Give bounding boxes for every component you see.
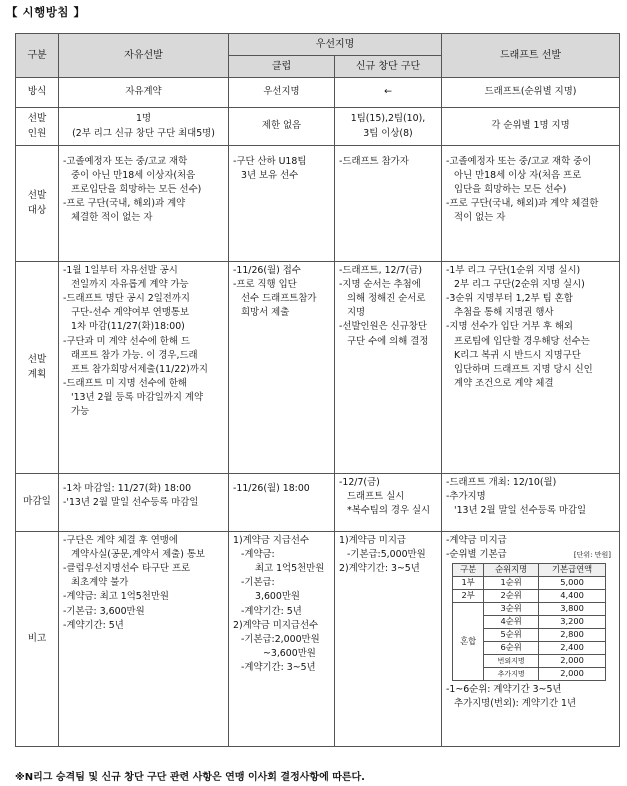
deadline-draft: -드래프트 개최: 12/10(월) -추가지명 '13년 2월 말일 선수등록 마감일: [442, 474, 620, 532]
row-label-deadline: 마감일: [16, 474, 59, 532]
row-label-remarks: 비고: [16, 532, 59, 747]
row-label-count: 선발 인원: [16, 108, 59, 146]
salary-header-group: 구분: [453, 564, 484, 577]
section-title: 【 시행방침 】: [6, 5, 86, 19]
plan-club: -11/26(월) 접수 -프로 직행 입단 선수 드래프트참가 희망서 제출: [229, 262, 335, 474]
salary-row: 번외지명 2,000: [453, 655, 606, 668]
salary-row: 혼합 3순위 3,800: [453, 603, 606, 616]
header-draft-selection: 드래프트 선발: [442, 34, 620, 78]
row-method: [16, 78, 620, 108]
method-draft: 드래프트(순위별 지명): [442, 78, 620, 108]
row-remarks: [16, 532, 620, 747]
remarks-new: 1)계약금 미지급 -기본급:5,000만원 2)계약기간: 3~5년: [335, 532, 442, 747]
policy-table: [15, 33, 620, 747]
salary-group-mixed: 혼합: [453, 603, 484, 681]
deadline-free: -1차 마감일: 11/27(화) 18:00 -'13년 2월 말일 선수등록 마감일: [59, 474, 229, 532]
salary-row: 4순위 3,200: [453, 616, 606, 629]
salary-table: [452, 563, 606, 681]
row-target: [16, 146, 620, 262]
deadline-new: -12/7(금) 드래프트 실시 *복수팀의 경우 실시: [335, 474, 442, 532]
salary-row: 2부 2순위 4,400: [453, 590, 606, 603]
target-club: -구단 산하 U18팀 3년 보유 선수: [229, 146, 335, 262]
salary-row: 6순위 2,400: [453, 642, 606, 655]
count-new: 1팀(15),2팀(10), 3팀 이상(8): [335, 108, 442, 146]
header-gubun: 구분: [16, 34, 59, 78]
remarks-draft: -계약금 미지급 [단위: 만원] -순위별 기본급 구분 순위지명 기본급연액 1부 1순위 5,000 2부 2순위 4,400 혼합 3순위 3,800 4순위 3,200 5순위 2,800 6순위 2,400 번외지명 2,000 추가지명 2,000 -1~6순위: 계약기간 3~5년 추가지명(번외): 계약기간 1년: [442, 532, 620, 747]
salary-row: 추가지명 2,000: [453, 668, 606, 681]
salary-row: 5순위 2,800: [453, 629, 606, 642]
count-free: 1명 (2부 리그 신규 창단 구단 최대5명): [59, 108, 229, 146]
row-plan: [16, 262, 620, 474]
count-draft: 각 순위별 1명 지명: [442, 108, 620, 146]
deadline-club: -11/26(월) 18:00: [229, 474, 335, 532]
target-new: -드래프트 참가자: [335, 146, 442, 262]
header-free-selection: 자유선발: [59, 34, 229, 78]
row-deadline: [16, 474, 620, 532]
unit-label: [단위: 만원]: [573, 551, 612, 560]
method-free: 자유계약: [59, 78, 229, 108]
header-club: 클럽: [229, 56, 335, 78]
salary-header-rank: 순위지명: [484, 564, 539, 577]
row-label-method: 방식: [16, 78, 59, 108]
row-count: [16, 108, 620, 146]
plan-new: -드래프트, 12/7(금) -지명 순서는 추첨에 의해 정해진 순서로 지명 -선발인원은 신규창단 구단 수에 의해 결정: [335, 262, 442, 474]
salary-header-amount: 기본급연액: [539, 564, 606, 577]
row-label-plan: 선발 계획: [16, 262, 59, 474]
target-draft: -고졸예정자 또는 중/고교 재학 중이 아닌 만18세 이상 자(처음 프로 입단을 희망하는 모든 선수) -프로 구단(국내, 해외)과 계약 체결한 적이 없는 자: [442, 146, 620, 262]
plan-free: -1월 1일부터 자유선발 공시 전일까지 자유롭게 계약 가능 -드래프트 명단 공시 2일전까지 구단-선수 계약여부 연맹통보 1차 마감(11/27(화)18:00) -구단과 미 계약 선수에 한해 드 래프트 참가 가능. 이 경우,드래 프트 참가희망서제출(11/22)까지 -드래프트 미 지명 선수에 한해 '13년 2월 등록 마감일까지 계약 가능: [59, 262, 229, 474]
target-free: -고졸예정자 또는 중/고교 재학 중이 아닌 만18세 이상자(처음 프로입단을 희망하는 모든 선수) -프로 구단(국내, 해외)과 계약 체결한 적이 없는 자: [59, 146, 229, 262]
method-club: 우선지명: [229, 78, 335, 108]
header-priority-nomination: 우선지명: [229, 34, 442, 56]
method-new: ←: [335, 78, 442, 108]
row-label-target: 선발 대상: [16, 146, 59, 262]
plan-draft: -1부 리그 구단(1순위 지명 실시) 2부 리그 구단(2순위 지명 실시) -3순위 지명부터 1,2부 팀 혼합 추첨을 통해 지명권 행사 -지명 선수가 입단 거부 후 해외 프로팀에 입단할 경우해당 선수는 K리그 복귀 시 반드시 지명구단 입단하며 드래프트 지명 당시 신인 계약 조건으로 계약 체결: [442, 262, 620, 474]
footnote: ※N리그 승격팀 및 신규 창단 구단 관련 사항은 연맹 이사회 결정사항에 따른다.: [15, 772, 365, 783]
remarks-club: 1)계약금 지급선수 -계약금: 최고 1억5천만원 -기본급: 3,600만원 -계약기간: 5년 2)계약금 미지급선수 -기본급:2,000만원 ~3,600만원 -계약기간: 3~5년: [229, 532, 335, 747]
header-new-team: 신규 창단 구단: [335, 56, 442, 78]
count-club: 제한 없음: [229, 108, 335, 146]
remarks-free: -구단은 계약 체결 후 연맹에 계약사실(공문,계약서 제출) 통보 -클럽우선지명선수 타구단 프로 최초계약 불가 -계약금: 최고 1억5천만원 -기본급: 3,600만원 -계약기간: 5년: [59, 532, 229, 747]
salary-row: 1부 1순위 5,000: [453, 577, 606, 590]
